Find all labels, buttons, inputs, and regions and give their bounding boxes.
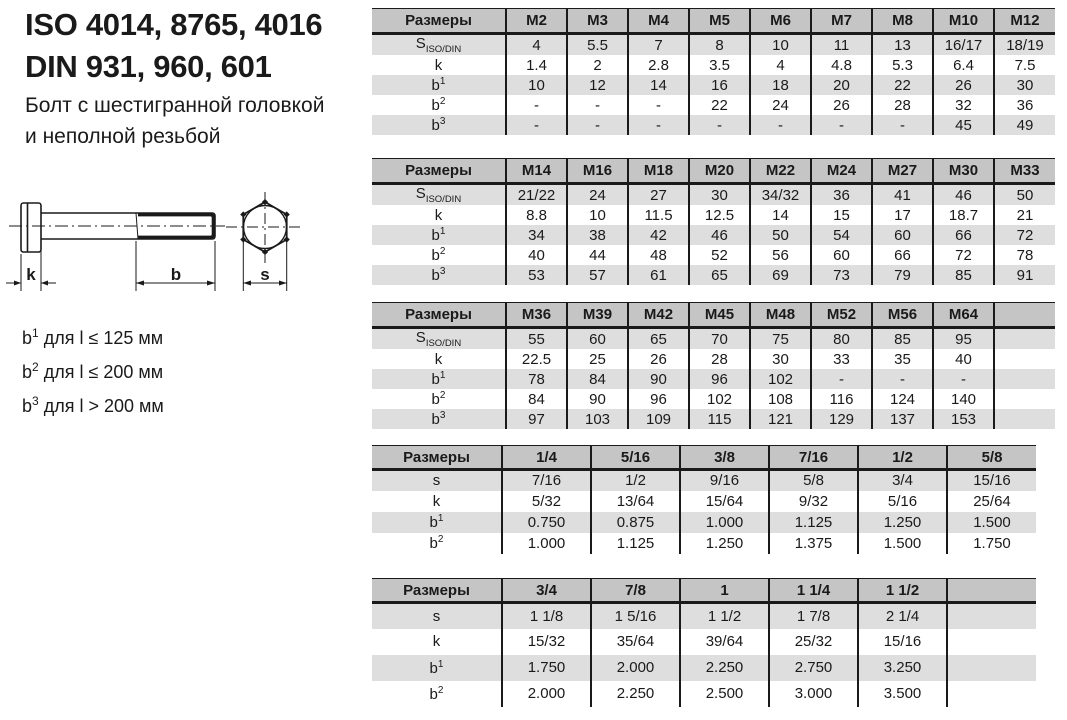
value-cell: 52 xyxy=(689,245,750,265)
value-cell: 50 xyxy=(994,184,1055,206)
value-cell: 1.375 xyxy=(769,533,858,554)
value-cell: 40 xyxy=(506,245,567,265)
row-label: k xyxy=(432,492,441,510)
column-header: M36 xyxy=(506,303,567,328)
value-cell: 140 xyxy=(933,389,994,409)
value-cell: 20 xyxy=(811,75,872,95)
value-cell: 85 xyxy=(933,265,994,285)
value-cell xyxy=(947,681,1036,707)
row-label: $S_{ISO/DIN}$ xyxy=(372,184,506,206)
row-label: s xyxy=(372,603,502,629)
value-cell: 27 xyxy=(628,184,689,206)
value-cell: 56 xyxy=(750,245,811,265)
table-row xyxy=(372,629,1036,655)
value-cell: 34/32 xyxy=(750,184,811,206)
value-cell: 28 xyxy=(689,349,750,369)
value-cell: 36 xyxy=(811,184,872,206)
value-cell: 91 xyxy=(994,265,1055,285)
value-cell: 1.4 xyxy=(506,55,567,75)
table-row xyxy=(372,75,1055,95)
table-row xyxy=(372,115,1055,135)
value-cell: 84 xyxy=(567,369,628,389)
value-cell: 22.5 xyxy=(506,349,567,369)
column-header: M10 xyxy=(933,9,994,34)
column-header: M18 xyxy=(628,159,689,184)
value-cell: - xyxy=(628,95,689,115)
value-cell: 25 xyxy=(567,349,628,369)
value-cell: 44 xyxy=(567,245,628,265)
value-cell: 96 xyxy=(689,369,750,389)
row-label: k xyxy=(432,633,441,650)
value-cell: 79 xyxy=(872,265,933,285)
value-cell xyxy=(947,603,1036,629)
value-cell: 72 xyxy=(933,245,994,265)
value-cell: 5/32 xyxy=(502,491,591,512)
page-subtitle xyxy=(25,90,324,152)
value-cell: 11 xyxy=(811,34,872,56)
value-cell: 5/16 xyxy=(858,491,947,512)
value-cell: 2.250 xyxy=(680,655,769,681)
subtitle-line-2: и неполной резьбой xyxy=(25,125,221,148)
value-cell: 65 xyxy=(628,328,689,350)
value-cell: - xyxy=(628,115,689,135)
table-row xyxy=(372,409,1055,429)
table-row xyxy=(372,225,1055,245)
dimension-table-5 xyxy=(372,578,1036,707)
value-cell xyxy=(994,389,1055,409)
value-cell: 153 xyxy=(933,409,994,429)
value-cell: 22 xyxy=(689,95,750,115)
value-cell: 39/64 xyxy=(680,629,769,655)
table-row xyxy=(372,265,1055,285)
value-cell: 1 5/16 xyxy=(591,603,680,629)
dimension-table-4 xyxy=(372,445,1036,554)
value-cell: - xyxy=(811,115,872,135)
value-cell: 1.750 xyxy=(502,655,591,681)
column-header: M24 xyxy=(811,159,872,184)
table-row xyxy=(372,245,1055,265)
table-row xyxy=(372,55,1055,75)
value-cell: 1.125 xyxy=(769,512,858,533)
column-header: M4 xyxy=(628,9,689,34)
value-cell: 2 1/4 xyxy=(858,603,947,629)
column-header: M16 xyxy=(567,159,628,184)
value-cell: 6.4 xyxy=(933,55,994,75)
value-cell: 3.5 xyxy=(689,55,750,75)
value-cell: 108 xyxy=(750,389,811,409)
title-iso-line: ISO 4014, 8765, 4016 xyxy=(25,7,323,42)
value-cell: 5/8 xyxy=(769,470,858,491)
value-cell: 54 xyxy=(811,225,872,245)
value-cell: 40 xyxy=(933,349,994,369)
column-header xyxy=(947,579,1036,603)
column-header: M33 xyxy=(994,159,1055,184)
value-cell: 30 xyxy=(750,349,811,369)
column-header: M27 xyxy=(872,159,933,184)
bolt-end-view xyxy=(226,192,304,263)
value-cell: 8 xyxy=(689,34,750,56)
column-header: M56 xyxy=(872,303,933,328)
corner-header: Размеры xyxy=(372,159,506,184)
row-label: $b^3$ xyxy=(372,409,506,429)
value-cell: 3.000 xyxy=(769,681,858,707)
column-header: 1 1/2 xyxy=(858,579,947,603)
value-cell: 70 xyxy=(689,328,750,350)
value-cell: 1.000 xyxy=(502,533,591,554)
table-row xyxy=(372,491,1036,512)
value-cell: 95 xyxy=(933,328,994,350)
table-row xyxy=(372,328,1055,350)
table-row xyxy=(372,512,1036,533)
value-cell: 96 xyxy=(628,389,689,409)
b-dimension-label: b xyxy=(170,265,182,284)
value-cell: 25/32 xyxy=(769,629,858,655)
value-cell: 53 xyxy=(506,265,567,285)
value-cell: 7.5 xyxy=(994,55,1055,75)
value-cell: 1 1/8 xyxy=(502,603,591,629)
row-label: $b^1$ xyxy=(372,225,506,245)
value-cell: 66 xyxy=(933,225,994,245)
value-cell: 2.500 xyxy=(680,681,769,707)
value-cell: 13 xyxy=(872,34,933,56)
column-header: M48 xyxy=(750,303,811,328)
value-cell: - xyxy=(567,115,628,135)
value-cell: 46 xyxy=(933,184,994,206)
bolt-side-view xyxy=(21,203,215,252)
value-cell: 15/64 xyxy=(680,491,769,512)
column-header: 7/16 xyxy=(769,446,858,470)
value-cell: 14 xyxy=(750,205,811,225)
column-header: M14 xyxy=(506,159,567,184)
value-cell xyxy=(947,655,1036,681)
corner-header: Размеры xyxy=(372,303,506,328)
value-cell: 35/64 xyxy=(591,629,680,655)
value-cell: 30 xyxy=(689,184,750,206)
value-cell: 3.250 xyxy=(858,655,947,681)
value-cell: 15/16 xyxy=(858,629,947,655)
value-cell: 103 xyxy=(567,409,628,429)
dimension-table-2 xyxy=(372,158,1055,285)
column-header: M12 xyxy=(994,9,1055,34)
k-dimension-label: k xyxy=(26,265,36,284)
value-cell: 1 7/8 xyxy=(769,603,858,629)
value-cell: 10 xyxy=(567,205,628,225)
value-cell: - xyxy=(750,115,811,135)
value-cell: 45 xyxy=(933,115,994,135)
value-cell: 46 xyxy=(689,225,750,245)
value-cell: - xyxy=(872,115,933,135)
value-cell: 18 xyxy=(750,75,811,95)
value-cell: 2.8 xyxy=(628,55,689,75)
column-header xyxy=(994,303,1055,328)
value-cell: 32 xyxy=(933,95,994,115)
value-cell: 1.125 xyxy=(591,533,680,554)
value-cell: 38 xyxy=(567,225,628,245)
column-header: 1/2 xyxy=(858,446,947,470)
value-cell: 12.5 xyxy=(689,205,750,225)
value-cell: 2.000 xyxy=(591,655,680,681)
value-cell: 33 xyxy=(811,349,872,369)
value-cell: - xyxy=(933,369,994,389)
value-cell: 55 xyxy=(506,328,567,350)
value-cell: 30 xyxy=(994,75,1055,95)
value-cell: 28 xyxy=(872,95,933,115)
column-header: M22 xyxy=(750,159,811,184)
value-cell: 75 xyxy=(750,328,811,350)
column-header: M42 xyxy=(628,303,689,328)
value-cell: 35 xyxy=(872,349,933,369)
value-cell: - xyxy=(689,115,750,135)
value-cell: 9/16 xyxy=(680,470,769,491)
value-cell: 15 xyxy=(811,205,872,225)
value-cell: 72 xyxy=(994,225,1055,245)
value-cell: 7 xyxy=(628,34,689,56)
column-header: 1 xyxy=(680,579,769,603)
column-header: M3 xyxy=(567,9,628,34)
subtitle-line-1: Болт с шестигранной головкой xyxy=(25,94,325,117)
value-cell: 1/2 xyxy=(591,470,680,491)
row-label: s xyxy=(372,470,502,491)
value-cell: 61 xyxy=(628,265,689,285)
column-header: M45 xyxy=(689,303,750,328)
value-cell: 5.5 xyxy=(567,34,628,56)
column-header: 1/4 xyxy=(502,446,591,470)
value-cell: 26 xyxy=(628,349,689,369)
value-cell: 109 xyxy=(628,409,689,429)
value-cell: 97 xyxy=(506,409,567,429)
value-cell: 1.000 xyxy=(680,512,769,533)
value-cell: 60 xyxy=(567,328,628,350)
value-cell: 60 xyxy=(811,245,872,265)
row-label: $b^1$ xyxy=(372,75,506,95)
table-row xyxy=(372,34,1055,56)
value-cell: 16 xyxy=(689,75,750,95)
value-cell xyxy=(994,409,1055,429)
table-row xyxy=(372,389,1055,409)
value-cell: 4 xyxy=(506,34,567,56)
value-cell: 4 xyxy=(750,55,811,75)
value-cell: 25/64 xyxy=(947,491,1036,512)
column-header: 7/8 xyxy=(591,579,680,603)
value-cell: 21/22 xyxy=(506,184,567,206)
value-cell: 0.750 xyxy=(502,512,591,533)
value-cell: 10 xyxy=(750,34,811,56)
footnote-b1: $b^1$ для l ≤ 125 мм xyxy=(22,326,164,348)
row-label: $b^2$ xyxy=(431,96,446,114)
value-cell: 137 xyxy=(872,409,933,429)
value-cell: 0.875 xyxy=(591,512,680,533)
value-cell: 11.5 xyxy=(628,205,689,225)
footnotes xyxy=(22,319,164,421)
row-label: $b^2$ xyxy=(429,684,444,703)
table-row xyxy=(372,349,1055,369)
value-cell: 65 xyxy=(689,265,750,285)
value-cell: 10 xyxy=(506,75,567,95)
value-cell: 9/32 xyxy=(769,491,858,512)
row-label: $b^1$ xyxy=(372,512,502,533)
corner-header: Размеры xyxy=(372,446,502,470)
value-cell: 60 xyxy=(872,225,933,245)
value-cell: 3.500 xyxy=(858,681,947,707)
value-cell: 26 xyxy=(811,95,872,115)
column-header: 1 1/4 xyxy=(769,579,858,603)
value-cell: - xyxy=(506,115,567,135)
value-cell: 116 xyxy=(811,389,872,409)
value-cell: 15/32 xyxy=(502,629,591,655)
value-cell: 16/17 xyxy=(933,34,994,56)
value-cell: 7/16 xyxy=(502,470,591,491)
column-header: M30 xyxy=(933,159,994,184)
value-cell: 66 xyxy=(872,245,933,265)
column-header: M8 xyxy=(872,9,933,34)
value-cell: 2 xyxy=(567,55,628,75)
value-cell: 57 xyxy=(567,265,628,285)
column-header: 5/16 xyxy=(591,446,680,470)
value-cell: 80 xyxy=(811,328,872,350)
table-row xyxy=(372,681,1036,707)
value-cell: 85 xyxy=(872,328,933,350)
value-cell xyxy=(994,349,1055,369)
corner-header: Размеры xyxy=(372,579,502,603)
value-cell: 3/4 xyxy=(858,470,947,491)
value-cell: 21 xyxy=(994,205,1055,225)
value-cell: 36 xyxy=(994,95,1055,115)
value-cell: 24 xyxy=(750,95,811,115)
row-label: k xyxy=(434,56,443,74)
value-cell: 1.750 xyxy=(947,533,1036,554)
dimension-table-3 xyxy=(372,302,1055,429)
value-cell: 2.000 xyxy=(502,681,591,707)
value-cell: 8.8 xyxy=(506,205,567,225)
value-cell: 15/16 xyxy=(947,470,1036,491)
column-header: 3/8 xyxy=(680,446,769,470)
column-header: 3/4 xyxy=(502,579,591,603)
column-header: M7 xyxy=(811,9,872,34)
s-dimension-label: s xyxy=(260,265,270,284)
value-cell: - xyxy=(872,369,933,389)
bolt-drawing xyxy=(2,183,332,313)
row-label: $b^1$ xyxy=(372,655,502,681)
value-cell xyxy=(947,629,1036,655)
column-header: M20 xyxy=(689,159,750,184)
table-row xyxy=(372,533,1036,554)
value-cell: 129 xyxy=(811,409,872,429)
value-cell: 24 xyxy=(567,184,628,206)
column-header: M64 xyxy=(933,303,994,328)
row-label: $b^3$ xyxy=(372,115,506,135)
value-cell: 2.750 xyxy=(769,655,858,681)
row-label: $b^3$ xyxy=(372,265,506,285)
value-cell: 34 xyxy=(506,225,567,245)
value-cell: 124 xyxy=(872,389,933,409)
value-cell: 18.7 xyxy=(933,205,994,225)
value-cell xyxy=(994,328,1055,350)
value-cell: 50 xyxy=(750,225,811,245)
value-cell: - xyxy=(567,95,628,115)
value-cell: 14 xyxy=(628,75,689,95)
corner-header: Размеры xyxy=(372,9,506,34)
value-cell: 26 xyxy=(933,75,994,95)
value-cell: 90 xyxy=(628,369,689,389)
column-header: 5/8 xyxy=(947,446,1036,470)
value-cell: 121 xyxy=(750,409,811,429)
value-cell: 13/64 xyxy=(591,491,680,512)
row-label: $S_{ISO/DIN}$ xyxy=(372,34,506,56)
value-cell: - xyxy=(811,369,872,389)
table-row xyxy=(372,470,1036,491)
table-row xyxy=(372,205,1055,225)
table-row xyxy=(372,369,1055,389)
table-row xyxy=(372,95,1055,115)
table-row xyxy=(372,603,1036,629)
value-cell: 1.500 xyxy=(947,512,1036,533)
value-cell: 49 xyxy=(994,115,1055,135)
value-cell: 1.500 xyxy=(858,533,947,554)
value-cell: 69 xyxy=(750,265,811,285)
row-label: $b^1$ xyxy=(372,369,506,389)
value-cell: 115 xyxy=(689,409,750,429)
value-cell: 17 xyxy=(872,205,933,225)
value-cell: 22 xyxy=(872,75,933,95)
title-din-line: DIN 931, 960, 601 xyxy=(25,49,272,84)
value-cell: 78 xyxy=(994,245,1055,265)
value-cell: 1.250 xyxy=(858,512,947,533)
value-cell: 48 xyxy=(628,245,689,265)
value-cell: 18/19 xyxy=(994,34,1055,56)
column-header: M6 xyxy=(750,9,811,34)
value-cell: - xyxy=(506,95,567,115)
column-header: M39 xyxy=(567,303,628,328)
value-cell: 42 xyxy=(628,225,689,245)
row-label: $S_{ISO/DIN}$ xyxy=(372,328,506,350)
column-header: M2 xyxy=(506,9,567,34)
value-cell: 41 xyxy=(872,184,933,206)
column-header: M52 xyxy=(811,303,872,328)
table-row xyxy=(372,184,1055,206)
value-cell: 1.250 xyxy=(680,533,769,554)
dimension-table-1 xyxy=(372,8,1055,135)
table-row xyxy=(372,655,1036,681)
row-label: k xyxy=(434,350,443,368)
row-label: $b^2$ xyxy=(431,390,446,408)
row-label: k xyxy=(434,206,443,224)
value-cell: 4.8 xyxy=(811,55,872,75)
value-cell: 73 xyxy=(811,265,872,285)
value-cell: 5.3 xyxy=(872,55,933,75)
value-cell: 12 xyxy=(567,75,628,95)
value-cell: 84 xyxy=(506,389,567,409)
value-cell: 102 xyxy=(689,389,750,409)
row-label: $b^2$ xyxy=(431,246,446,264)
row-label: $b^2$ xyxy=(429,534,444,552)
value-cell: 78 xyxy=(506,369,567,389)
value-cell xyxy=(994,369,1055,389)
value-cell: 1 1/2 xyxy=(680,603,769,629)
value-cell: 2.250 xyxy=(591,681,680,707)
footnote-b2: $b^2$ для l ≤ 200 мм xyxy=(22,360,164,382)
column-header: M5 xyxy=(689,9,750,34)
value-cell: 102 xyxy=(750,369,811,389)
footnote-b3: $b^3$ для l > 200 мм xyxy=(22,394,164,416)
page-title xyxy=(25,4,322,88)
value-cell: 90 xyxy=(567,389,628,409)
